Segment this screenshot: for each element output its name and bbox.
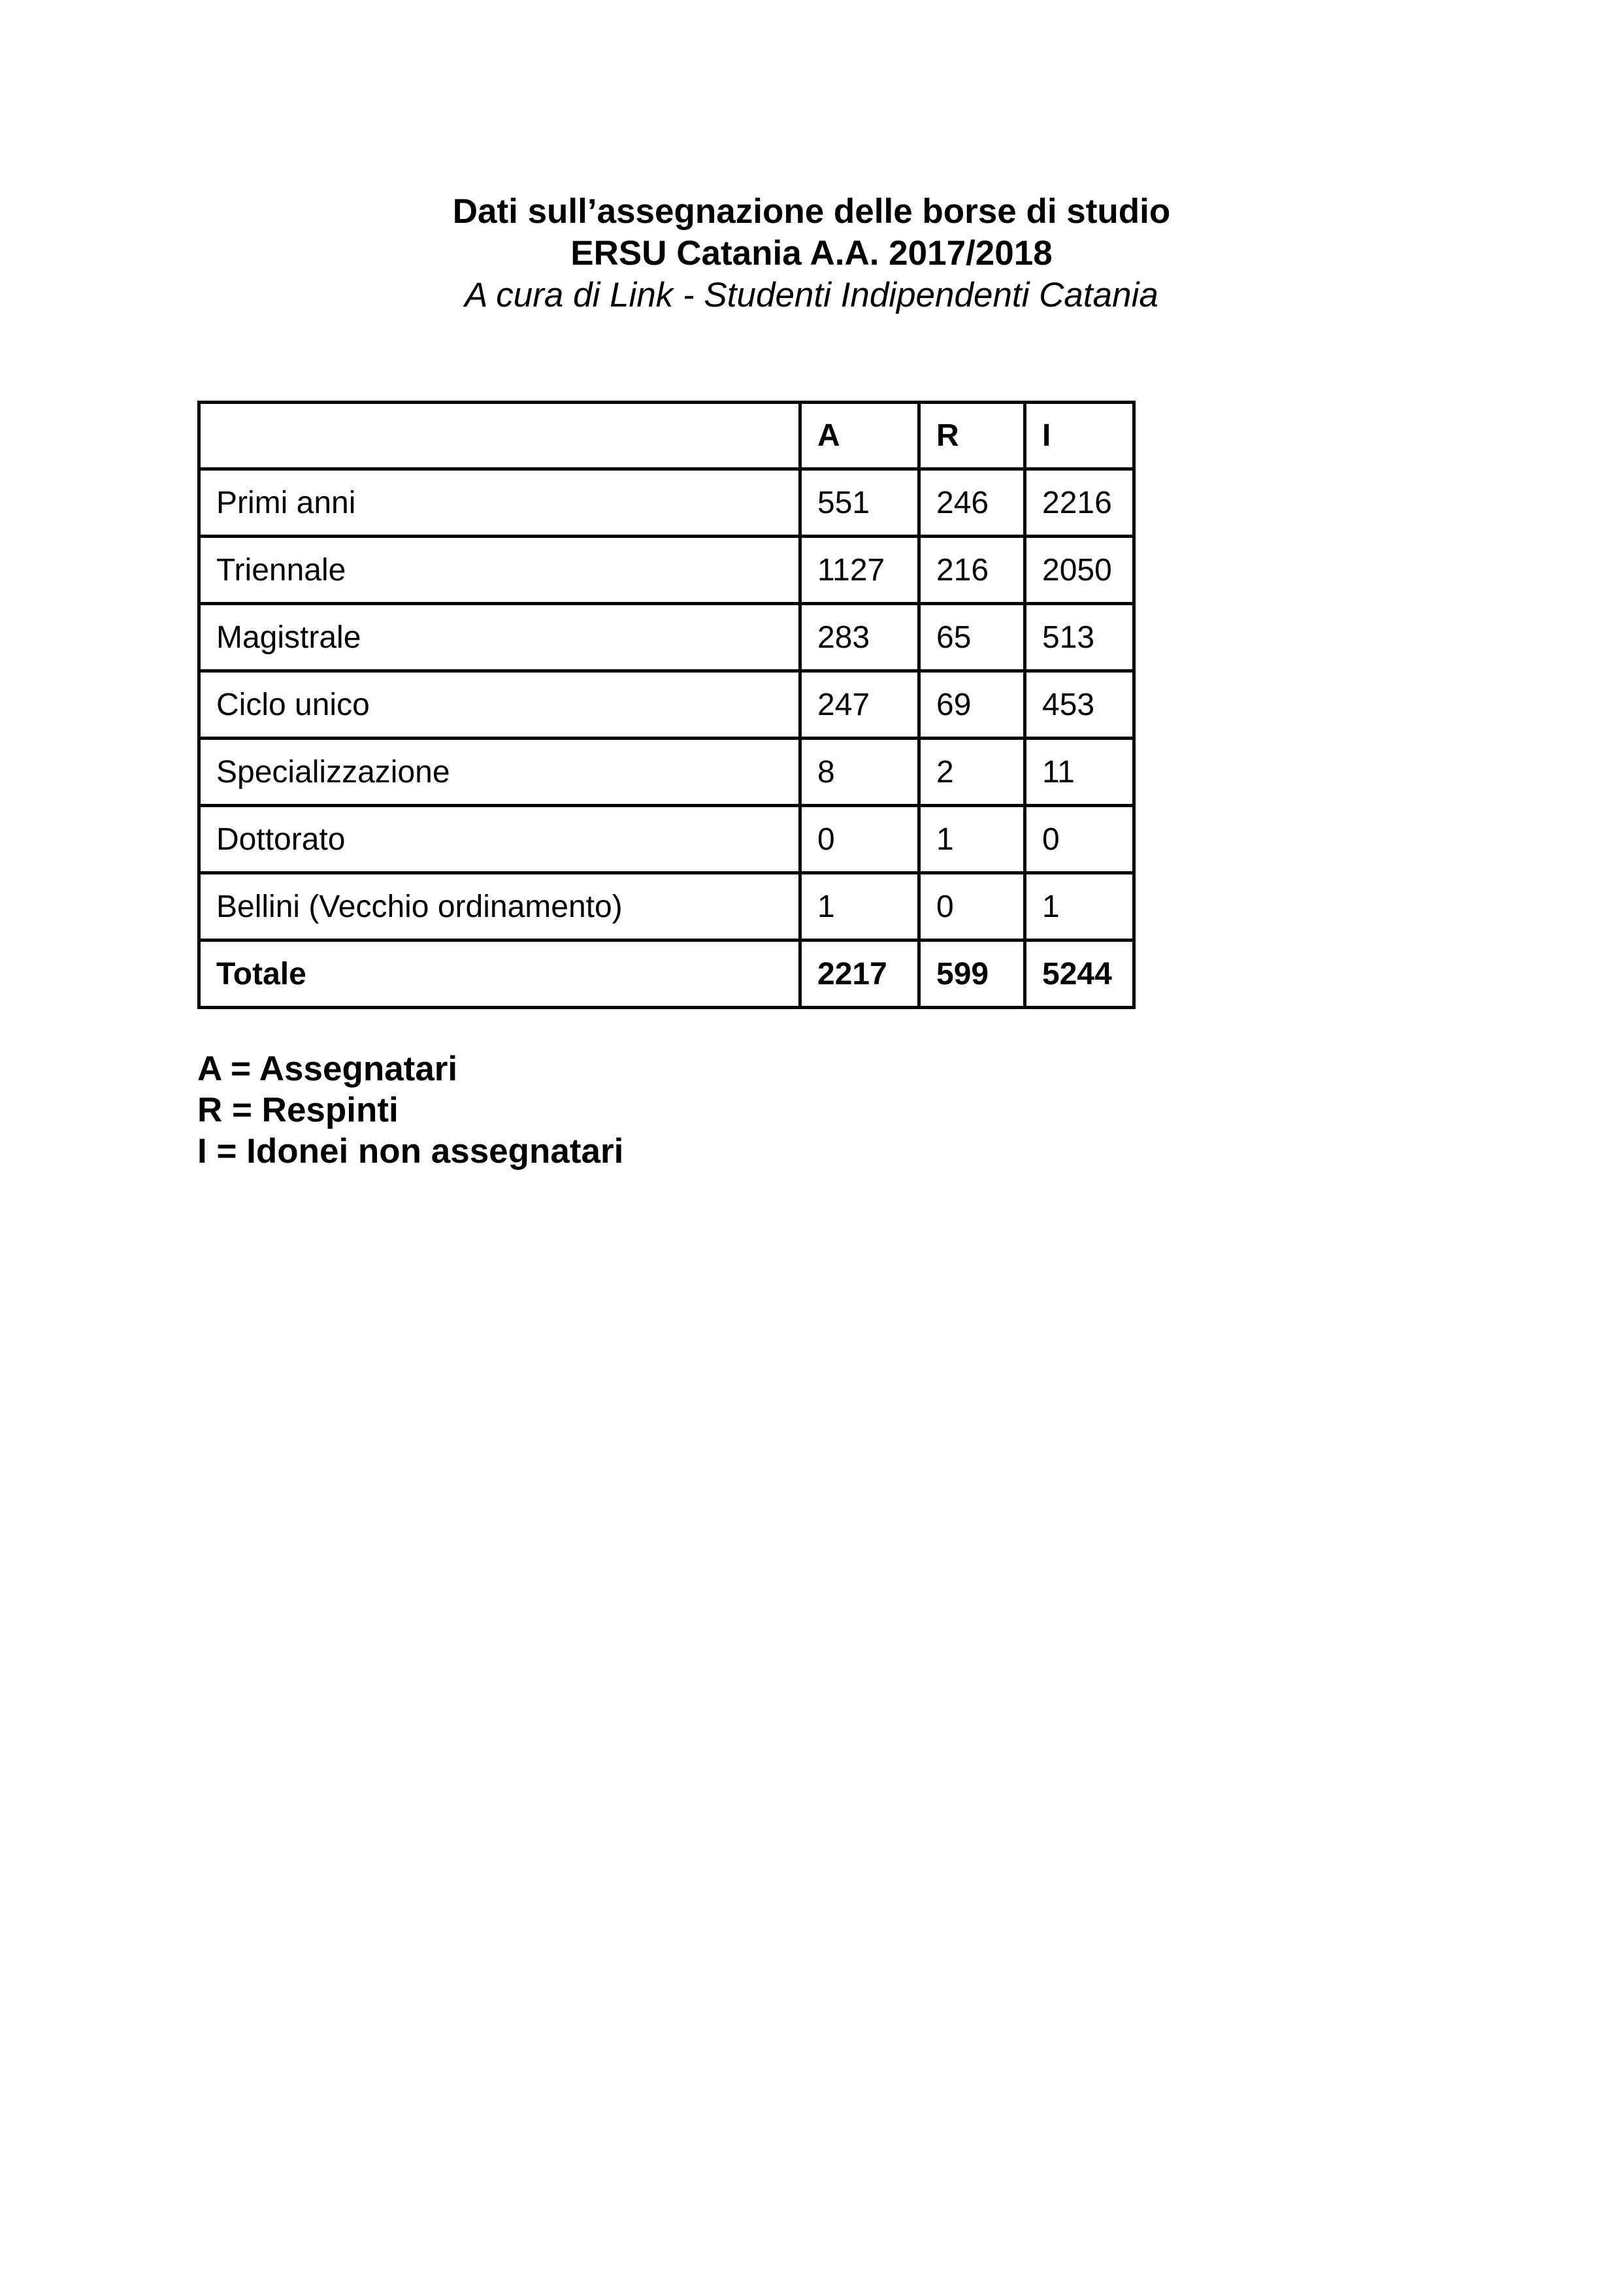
cell-i: 513 [1025, 604, 1134, 671]
table-row [199, 537, 1134, 604]
cell-a: 8 [800, 739, 919, 806]
column-header-a: A [800, 403, 919, 469]
row-label: Magistrale [199, 604, 800, 671]
legend-line-i: I = Idonei non assegnatari [197, 1132, 624, 1171]
row-label-total: Totale [199, 940, 800, 1008]
legend-line-r: R = Respinti [197, 1091, 399, 1129]
page-subtitle: A cura di Link - Studenti Indipendenti Catania [465, 276, 1158, 314]
cell-a: 0 [800, 806, 919, 873]
cell-a: 247 [800, 671, 919, 739]
table-corner-cell [199, 403, 800, 469]
page-title-line1: Dati sull’assegnazione delle borse di studio [452, 192, 1171, 231]
cell-i: 0 [1025, 806, 1134, 873]
column-header-i: I [1025, 403, 1134, 469]
cell-i-total: 5244 [1025, 940, 1134, 1008]
row-label: Primi anni [199, 469, 800, 537]
row-label: Specializzazione [199, 739, 800, 806]
cell-a: 283 [800, 604, 919, 671]
cell-r: 0 [919, 873, 1025, 940]
cell-i: 11 [1025, 739, 1134, 806]
table-header-row [199, 403, 1134, 469]
table-row-total [199, 940, 1134, 1008]
cell-i: 2216 [1025, 469, 1134, 537]
table-row [199, 671, 1134, 739]
cell-r: 216 [919, 537, 1025, 604]
cell-r: 2 [919, 739, 1025, 806]
table-row [199, 604, 1134, 671]
row-label: Dottorato [199, 806, 800, 873]
cell-r: 65 [919, 604, 1025, 671]
cell-a: 1 [800, 873, 919, 940]
row-label: Triennale [199, 537, 800, 604]
table-row [199, 806, 1134, 873]
table-row [199, 873, 1134, 940]
cell-a: 551 [800, 469, 919, 537]
cell-i: 1 [1025, 873, 1134, 940]
table-row [199, 739, 1134, 806]
column-header-r: R [919, 403, 1025, 469]
cell-r: 69 [919, 671, 1025, 739]
row-label: Ciclo unico [199, 671, 800, 739]
row-label: Bellini (Vecchio ordinamento) [199, 873, 800, 940]
legend [197, 1048, 623, 1172]
legend-line-a: A = Assegnatari [197, 1050, 458, 1088]
cell-i: 453 [1025, 671, 1134, 739]
scholarship-assignment-table [197, 401, 1136, 1009]
cell-a: 1127 [800, 537, 919, 604]
page-title-line2: ERSU Catania A.A. 2017/2018 [570, 234, 1053, 273]
cell-i: 2050 [1025, 537, 1134, 604]
cell-a-total: 2217 [800, 940, 919, 1008]
cell-r: 1 [919, 806, 1025, 873]
cell-r: 246 [919, 469, 1025, 537]
cell-r-total: 599 [919, 940, 1025, 1008]
table-row [199, 469, 1134, 537]
document-header [0, 191, 1623, 316]
